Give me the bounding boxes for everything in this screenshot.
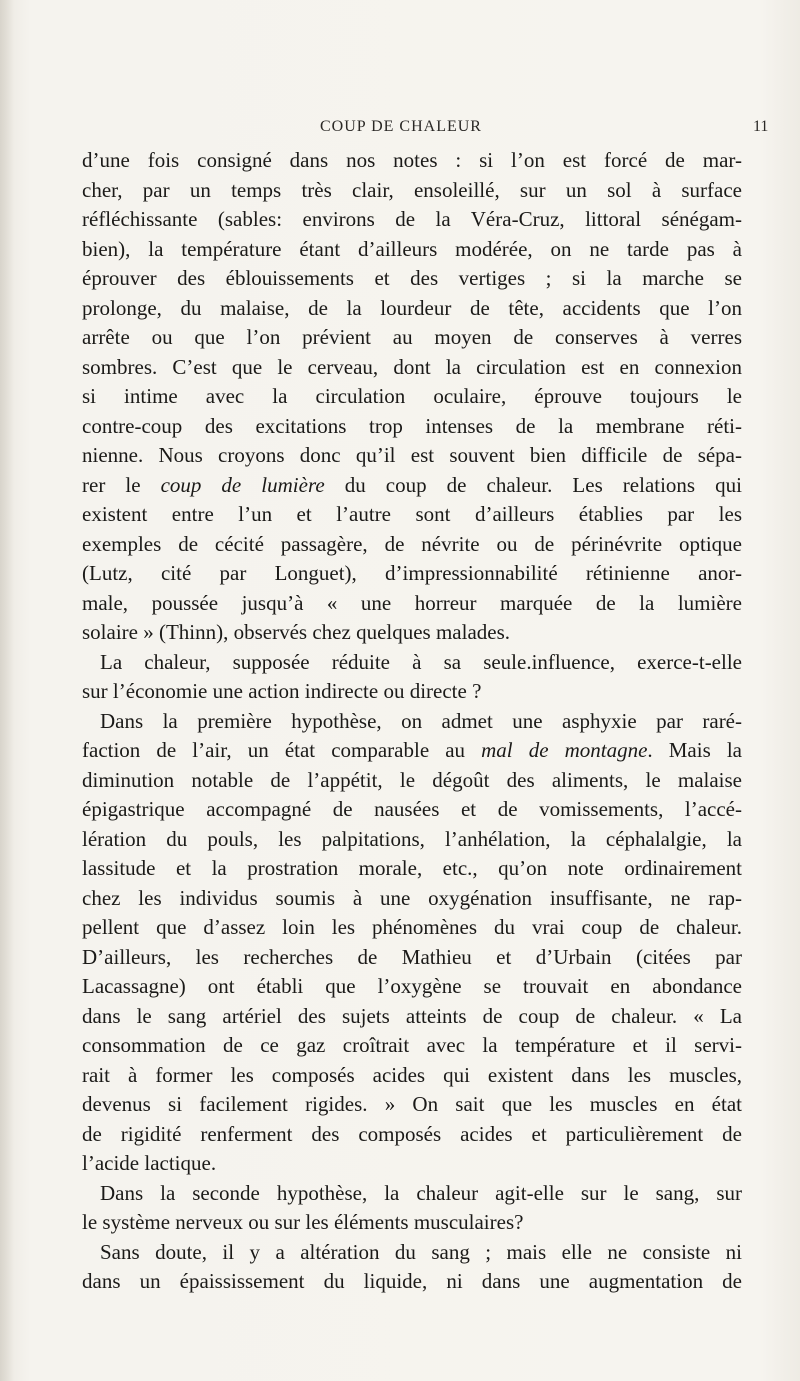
text-line: lération du pouls, les palpitations, l’anhélation, la céphalalgie, la <box>82 826 742 851</box>
text-line: éprouver des éblouissements et des vertiges ; si la marche se <box>82 266 742 290</box>
running-head: COUP DE CHALEUR <box>320 118 482 135</box>
text-line: sur l’économie une action indirecte ou directe ? <box>82 679 482 703</box>
page-header <box>0 118 800 142</box>
text-line: consommation de ce gaz croîtrait avec la température et il servi- <box>82 1033 742 1057</box>
italic-term: mal de montagne <box>481 738 648 762</box>
text-segment: faction de l’air, un état comparable au <box>82 738 482 762</box>
text-segment: . Mais la <box>647 738 742 762</box>
text-line: contre-coup des excitations trop intenses de la membrane réti- <box>82 413 742 438</box>
text-line: lassitude et la prostration morale, etc., qu’on note ordinairement <box>82 856 742 880</box>
text-line: solaire » (Thinn), observés chez quelques malades. <box>82 620 511 644</box>
text-line: si intime avec la circulation oculaire, éprouve toujours le <box>82 384 742 408</box>
text-line: rait à former les composés acides qui existent dans les muscles, <box>82 1062 742 1087</box>
text-line: pellent que d’assez loin les phénomènes du vrai coup de chaleur. <box>82 915 742 939</box>
text-line: La chaleur, supposée réduite à sa seule.influence, exerce-t-elle <box>100 649 742 674</box>
italic-term: coup de lumière <box>160 472 325 497</box>
text-line: diminution notable de l’appétit, le dégoût des aliments, le malaise <box>82 767 742 792</box>
text-line: dans un épaississement du liquide, ni dans une augmentation de <box>82 1269 742 1293</box>
text-line: Dans la première hypothèse, on admet une asphyxie par raré- <box>100 708 742 733</box>
text-line: l’acide lactique. <box>82 1151 217 1175</box>
text-line <box>82 736 742 766</box>
text-line: (Lutz, cité par Longuet), d’impressionnabilité rétinienne anor- <box>82 561 742 585</box>
body-text <box>82 146 742 1297</box>
text-line: D’ailleurs, les recherches de Mathieu et d’Urbain (citées par <box>82 944 742 969</box>
page-number: 11 <box>753 118 769 135</box>
text-segment: rer le <box>82 472 161 497</box>
text-line: existent entre l’un et l’autre sont d’ailleurs établies par les <box>82 502 742 526</box>
text-line: Lacassagne) ont établi que l’oxygène se trouvait en abondance <box>82 974 742 998</box>
text-line: le système nerveux ou sur les éléments musculaires? <box>82 1210 524 1234</box>
text-line: réfléchissante (sables: environs de la Véra-Cruz, littoral sénégam- <box>82 207 742 231</box>
text-line: Dans la seconde hypothèse, la chaleur agit-elle sur le sang, sur <box>100 1180 742 1205</box>
text-line: prolonge, du malaise, de la lourdeur de tête, accidents que l’on <box>82 295 742 320</box>
text-line: bien), la température étant d’ailleurs modérée, on ne tarde pas à <box>82 236 742 261</box>
text-line: sombres. C’est que le cerveau, dont la circulation est en connexion <box>82 354 742 379</box>
text-line: de rigidité renferment des composés acides et particulièrement de <box>82 1121 742 1146</box>
text-line: arrête ou que l’on prévient au moyen de conserves à verres <box>82 325 742 349</box>
text-line: devenus si facilement rigides. » On sait que les muscles en état <box>82 1092 742 1116</box>
page-binding-edge <box>0 0 14 1381</box>
text-line: nienne. Nous croyons donc qu’il est souvent bien difficile de sépa- <box>82 443 742 467</box>
text-line: male, poussée jusqu’à « une horreur marquée de la lumière <box>82 590 742 615</box>
text-line: d’une fois consigné dans nos notes : si l’on est forcé de mar- <box>82 148 742 172</box>
text-line: exemples de cécité passagère, de névrite ou de périnévrite optique <box>82 531 742 556</box>
text-line <box>82 471 742 501</box>
text-segment: du coup de chaleur. Les relations qui <box>324 472 742 497</box>
text-line: épigastrique accompagné de nausées et de vomissements, l’accé- <box>82 797 742 821</box>
text-line: dans le sang artériel des sujets atteints de coup de chaleur. « La <box>82 1003 742 1028</box>
text-line: Sans doute, il y a altération du sang ; mais elle ne consiste ni <box>100 1239 742 1264</box>
text-line: cher, par un temps très clair, ensoleillé, sur un sol à surface <box>82 177 742 202</box>
text-line: chez les individus soumis à une oxygénation insuffisante, ne rap- <box>82 885 742 910</box>
